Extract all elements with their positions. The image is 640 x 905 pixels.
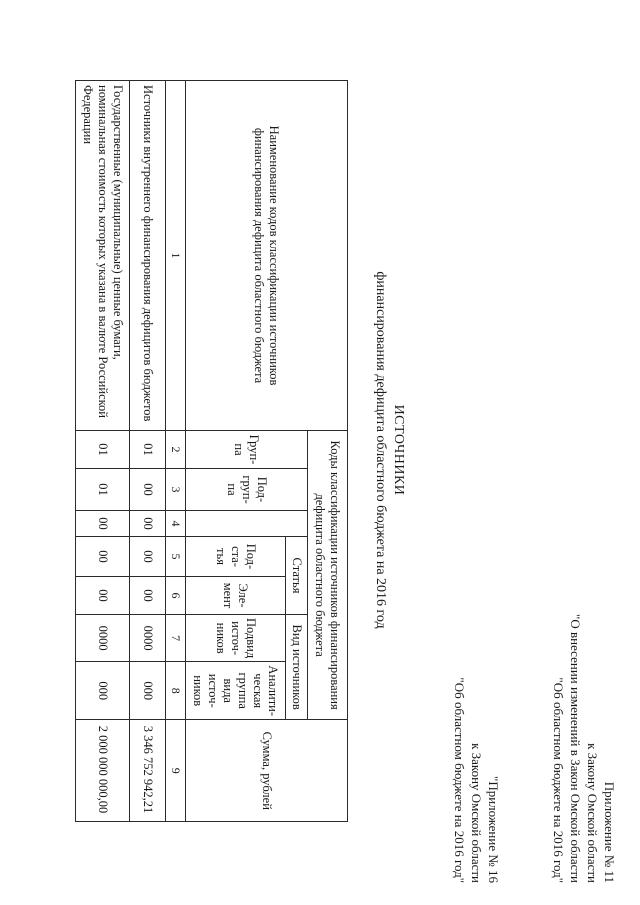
row-subkind: 0000 bbox=[130, 615, 166, 662]
row-name: Источники внутреннего финансирования дефицитов бюджетов bbox=[130, 81, 166, 431]
appendix-law-ref: к Закону Омской области bbox=[585, 743, 600, 883]
header-blank bbox=[186, 511, 308, 537]
row-group: 01 bbox=[130, 431, 166, 469]
header-analytic: Аналити-ческая группа вида источ-ников bbox=[186, 662, 286, 720]
column-number: 6 bbox=[166, 577, 186, 615]
title-subtitle: финансирования дефицита областного бюджета на 2016 год bbox=[373, 271, 388, 629]
header-source-kind: Вид источников bbox=[286, 615, 308, 720]
row-element: 00 bbox=[76, 577, 130, 615]
row-name: Государственные (муниципальные) ценные бумаги, номинальная стоимость которых указана в валюте Российской Федерации bbox=[76, 81, 130, 431]
column-number: 5 bbox=[166, 537, 186, 577]
row-subgroup: 00 bbox=[130, 469, 166, 511]
row-amount: 2 000 000 000,00 bbox=[76, 720, 130, 822]
title-main: ИСТОЧНИКИ bbox=[391, 404, 406, 496]
sources-table bbox=[75, 80, 348, 822]
row-article: 00 bbox=[130, 511, 166, 537]
appendix-budget-ref: "Об областном бюджете на 2016 год" bbox=[551, 677, 566, 883]
appendix-amendment-ref: "О внесении изменений в Закон Омской области bbox=[568, 614, 583, 883]
document-title bbox=[371, 40, 407, 860]
header-subgroup: Под-груп-па bbox=[186, 469, 308, 511]
appendix-number-previous: "Приложение № 16 bbox=[486, 776, 501, 883]
column-number: 7 bbox=[166, 615, 186, 662]
header-subkind: Подвид источ-ников bbox=[186, 615, 286, 662]
header-amount: Сумма, рублей bbox=[186, 720, 348, 822]
header-subarticle: Под-ста-тья bbox=[186, 537, 286, 577]
appendix-law-ref-previous: к Закону Омской области bbox=[469, 743, 484, 883]
header-name: Наименование кодов классификации источников финансирования дефицита областного бюджета bbox=[186, 81, 348, 431]
header-element: Эле-мент bbox=[186, 577, 286, 615]
row-analytic: 000 bbox=[76, 662, 130, 720]
row-article: 00 bbox=[76, 511, 130, 537]
row-subarticle: 00 bbox=[130, 537, 166, 577]
row-amount: 3 346 752 942,21 bbox=[130, 720, 166, 822]
appendix-budget-ref-previous: "Об областном бюджете на 2016 год" bbox=[452, 677, 467, 883]
column-number: 1 bbox=[166, 81, 186, 431]
appendix-header-current bbox=[550, 614, 618, 883]
row-subkind: 0000 bbox=[76, 615, 130, 662]
table-row bbox=[130, 81, 166, 822]
header-group: Груп-па bbox=[186, 431, 308, 469]
row-subgroup: 01 bbox=[76, 469, 130, 511]
row-analytic: 000 bbox=[130, 662, 166, 720]
header-codes: Коды классификации источников финансирования дефицита областного бюджета bbox=[308, 431, 348, 720]
column-number: 2 bbox=[166, 431, 186, 469]
header-article: Статья bbox=[286, 537, 308, 615]
column-number: 9 bbox=[166, 720, 186, 822]
column-number-row bbox=[166, 81, 186, 822]
row-subarticle: 00 bbox=[76, 537, 130, 577]
row-group: 01 bbox=[76, 431, 130, 469]
table-row bbox=[76, 81, 130, 822]
appendix-number: Приложение № 11 bbox=[602, 781, 617, 883]
column-number: 4 bbox=[166, 511, 186, 537]
row-element: 00 bbox=[130, 577, 166, 615]
column-number: 8 bbox=[166, 662, 186, 720]
appendix-header-previous bbox=[451, 677, 502, 883]
column-number: 3 bbox=[166, 469, 186, 511]
